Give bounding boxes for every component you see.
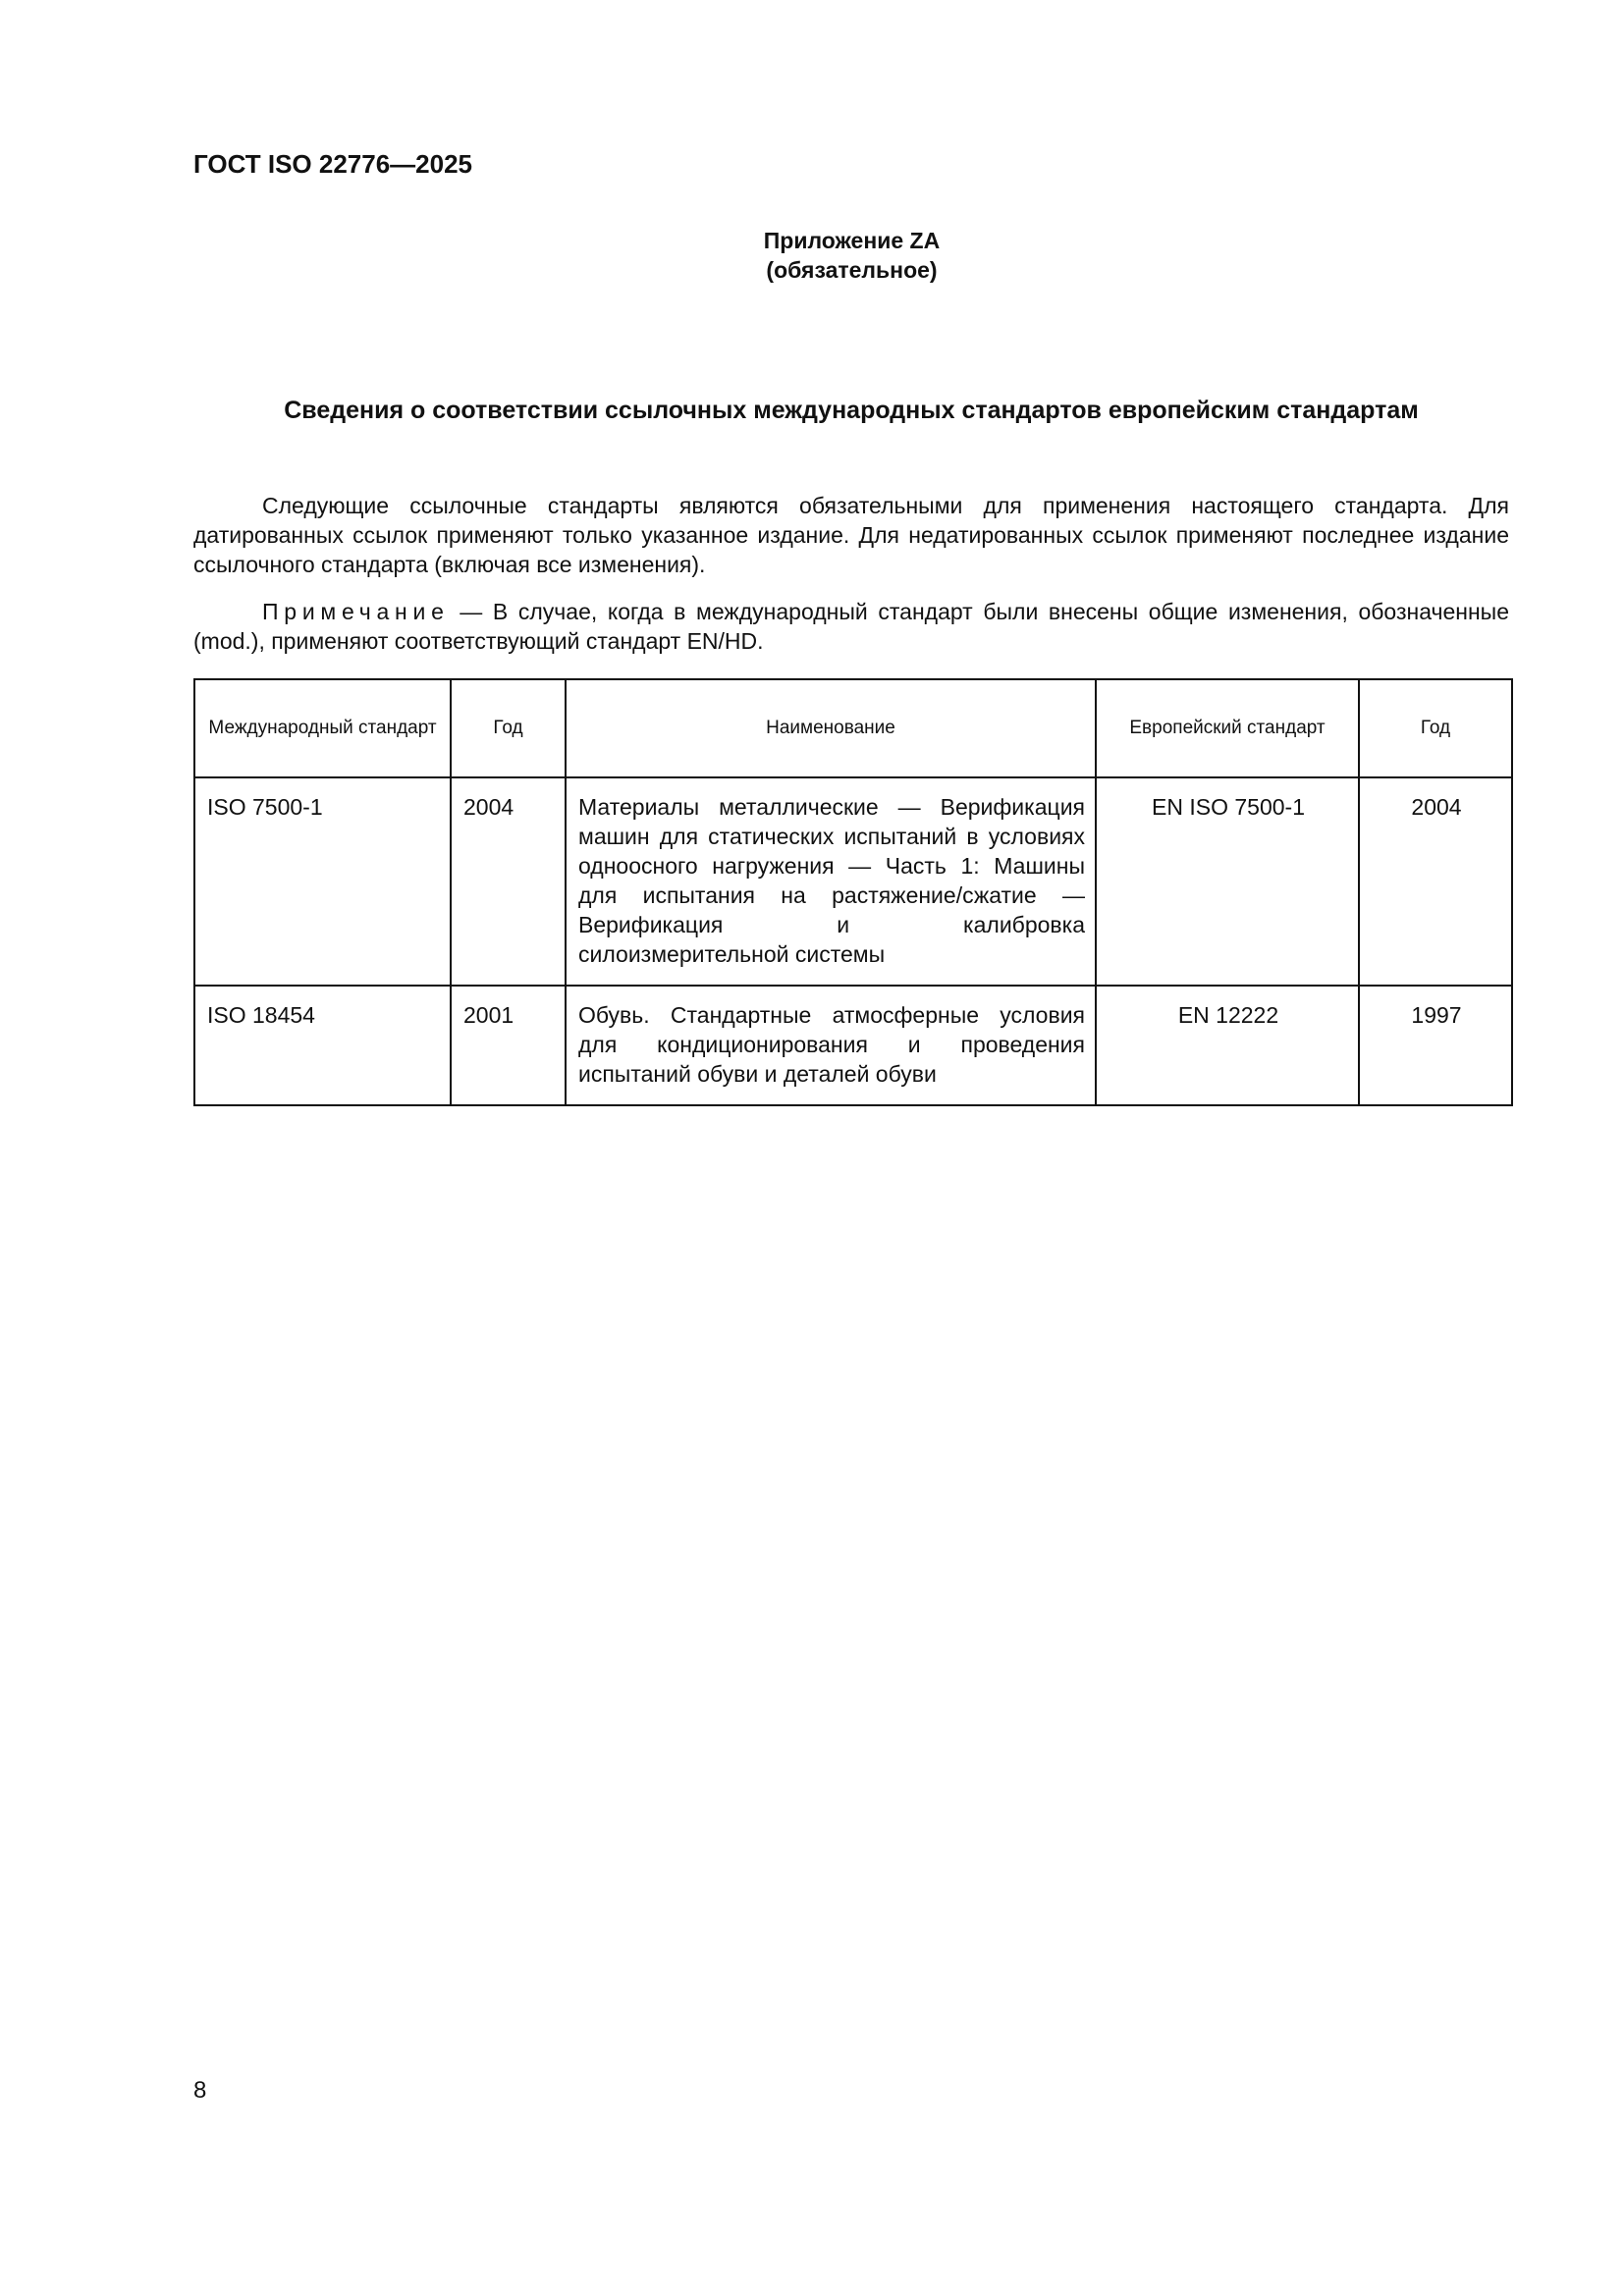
header-year: Год — [451, 679, 566, 777]
table-header-row — [194, 679, 1512, 777]
header-intl-standard: Международный стандарт — [194, 679, 451, 777]
table-row — [194, 986, 1512, 1105]
cell-name: Материалы металлические — Верификация машин для статических испытаний в условиях одноосного нагружения — Часть 1: Машины для испытания на растяжение/сжатие — Верификация и калибровка силоизмерительной системы — [566, 777, 1096, 986]
annex-label: Приложение ZA — [763, 228, 941, 253]
cell-year: 2001 — [451, 986, 566, 1105]
cell-eu-standard: EN ISO 7500-1 — [1096, 777, 1359, 986]
header-eu-standard: Европейский стандарт — [1096, 679, 1359, 777]
table-row — [194, 777, 1512, 986]
page-number: 8 — [193, 2077, 207, 2104]
reference-table — [193, 678, 1513, 1106]
cell-eu-year: 1997 — [1359, 986, 1512, 1105]
cell-eu-standard: EN 12222 — [1096, 986, 1359, 1105]
annex-heading — [0, 226, 1624, 285]
annex-status: (обязательное) — [766, 257, 938, 283]
document-code: ГОСТ ISO 22776—2025 — [193, 149, 473, 179]
note-paragraph — [193, 597, 1509, 656]
header-name: Наименование — [566, 679, 1096, 777]
header-eu-year: Год — [1359, 679, 1512, 777]
note-label: Примечание — [262, 599, 450, 624]
cell-eu-year: 2004 — [1359, 777, 1512, 986]
note-text: — В случае, когда в международный стандарт были внесены общие изменения, обозначенные (mod.), применяют соответствующий стандарт EN/HD. — [193, 599, 1509, 654]
cell-name: Обувь. Стандартные атмосферные условия для кондиционирования и проведения испытаний обуви и деталей обуви — [566, 986, 1096, 1105]
cell-intl-standard: ISO 18454 — [194, 986, 451, 1105]
cell-year: 2004 — [451, 777, 566, 986]
intro-paragraph: Следующие ссылочные стандарты являются обязательными для применения настоящего стандарта. Для датированных ссылок применяют только указанное издание. Для недатированных ссылок применяют последнее издание ссылочного стандарта (включая все изменения). — [193, 493, 1509, 577]
annex-title: Сведения о соответствии ссылочных международных стандартов европейским стандартам — [284, 397, 1419, 424]
cell-intl-standard: ISO 7500-1 — [194, 777, 451, 986]
